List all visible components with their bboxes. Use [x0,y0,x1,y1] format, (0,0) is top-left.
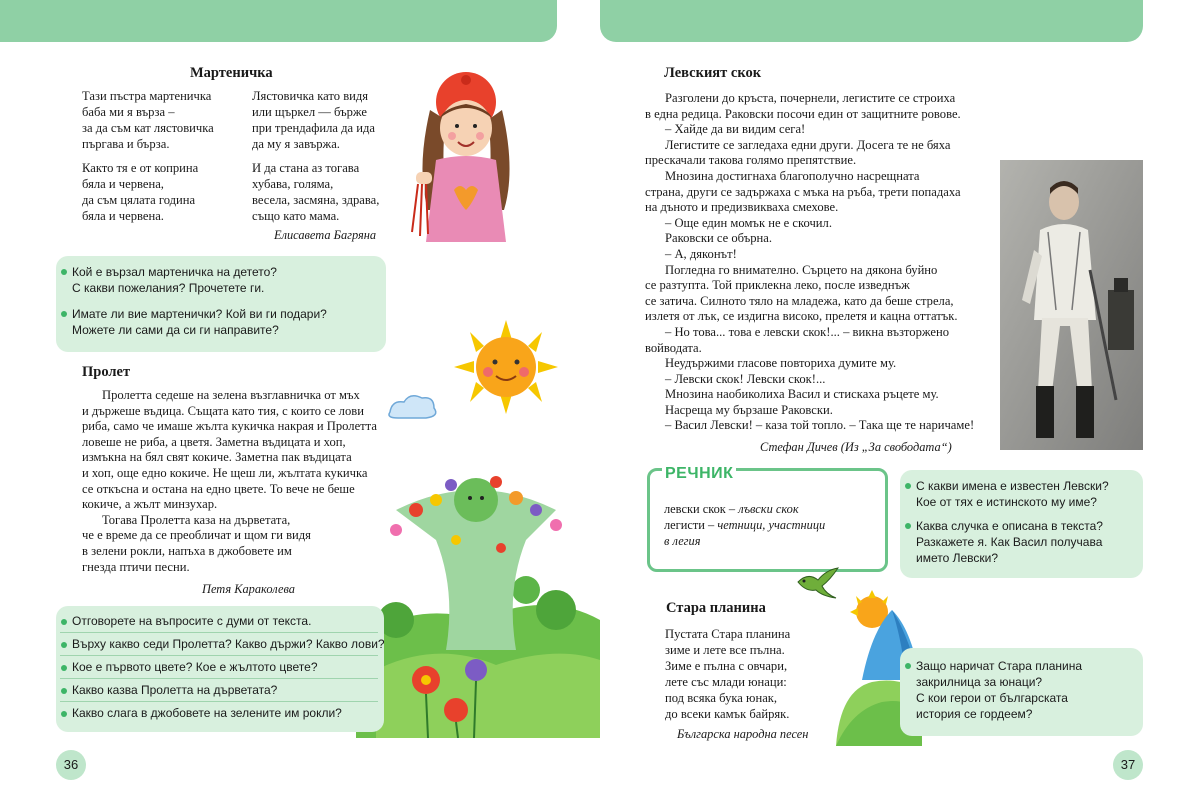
poem-title-martenichka: Мартеничка [190,65,273,81]
story-line: – Васил Левски! – каза той топло. – Така ще те наричаме! [665,418,975,433]
story-title-levski: Левският скок [664,65,762,81]
story-line: в една редица. Раковски посочи един от защитните ровове. [645,106,961,121]
question-item: Какво слага в джобовете на зелените им рокли? [60,702,378,724]
story-author: Петя Караколева [202,582,295,596]
poem-line: Лястовичка като видя [252,89,369,103]
questions-box-stara-planina [900,648,1143,736]
question-item: Върху какво седи Пролетта? Какво държи? Какво лови? [60,633,378,656]
levski-portrait-photo [1000,160,1143,450]
poem-line: за да съм кат лястовичка [82,121,214,135]
poem-column-2 [252,88,379,232]
question-item: С какви имена е известен Левски? Кое от тях е истинското му име? [904,478,1109,510]
story-line: измъкна на бял свят кокиче. Заметна пак въдицата [82,450,352,465]
story-line: – Хайде да ви видим сега! [665,122,806,137]
poem-line: лете със млади юнаци: [665,675,787,689]
question-item: Каква случка е описана в текста? Разкажете я. Как Васил получава името Левски? [904,518,1109,566]
story-line: риба, само че имаше жълта кукичка накрая и Пролетта [82,419,377,434]
story-line: на дъното и предизвикваха смехове. [645,200,839,215]
story-line: Мнозина достигнаха благополучно насрещната [665,168,920,183]
story-line: се затича. Силното тяло на младежа, като да беше стрела, [645,293,954,308]
story-line: Погледна го внимателно. Сърцето на дякона буйно [665,262,938,277]
poem-line: И да стана аз тогава [252,161,360,175]
dictionary-entries [664,501,825,549]
poem-text-stara-planina [665,626,790,722]
story-line: излетя от лък, се издигна високо, прелетя и кацна оттатък. [645,309,958,324]
sun-and-cloud-illustration [382,312,564,430]
story-line: в зелени рокли, напъха в джобовете им [82,543,292,558]
poem-title-stara-planina: Стара планина [666,600,766,616]
story-author: Стефан Дичев (Из „За свободата“) [760,440,952,454]
poem-line: също като мама. [252,209,340,223]
poem-line: да съм цялата година [82,193,196,207]
poem-line: баба ми я върза – [82,105,175,119]
dictionary-entry: в легия [664,534,701,548]
poem-line: хубава, голяма, [252,177,334,191]
story-line: – А, дяконът! [665,246,737,261]
poem-line: до всеки камък байряк. [665,707,790,721]
page-number-left: 36 [56,750,86,780]
story-line: Пролетта седеше на зелена възглавничка от мъх [102,388,360,402]
poem-line: бяла и червена, [82,177,164,191]
header-bar-left [0,0,557,42]
poem-line: весела, засмяна, здрава, [252,193,380,207]
poem-line: Зиме е пълна с овчари, [665,659,788,673]
story-line: Мнозина наобиколиха Васил и стискаха ръцете му. [665,387,939,402]
story-line: – Левски скок! Левски скок!... [665,371,826,386]
poem-line: под всяка бука юнак, [665,691,778,705]
story-text-levski [645,91,974,434]
questions-box-levski [900,470,1143,578]
story-line: страна, други се задържаха с мъка на ръба, трети попадаха [645,184,961,199]
question-item: Имате ли вие мартенички? Кой ви ги подари? Можете ли сами да си ги направите? [60,306,327,338]
story-line: Насреща му бързаше Раковски. [665,402,833,417]
spring-tree-illustration [356,470,600,738]
story-line: Неудържими гласове повториха думите му. [665,356,897,371]
story-title-prolet: Пролет [82,364,131,380]
story-line: се откъсна и остана на едно цвете. То вече не беше [82,481,355,496]
poem-author: Българска народна песен [677,727,809,741]
story-line: гнезда птичи песни. [82,559,190,574]
dictionary-title: РЕЧНИК [662,465,736,483]
questions-box-martenichka [56,256,386,352]
poem-column-1 [82,88,214,232]
story-line: Разголени до кръста, почернели, легистите се строиха [665,91,956,105]
question-item: Какво казва Пролетта на дърветата? [60,679,378,702]
story-line: Раковски се обърна. [665,231,772,246]
story-line: се разтупта. Той приклекна леко, после изведнъж [645,278,910,293]
girl-with-martenitsa-illustration [398,60,528,242]
header-bar-right [600,0,1143,42]
question-item: Кое е първото цвете? Кое е жълтото цвете? [60,656,378,679]
question-item: Кой е вързал мартеничка на детето? С какви пожелания? Прочетете ги. [60,264,327,296]
question-item: Отговорете на въпросите с думи от текста. [60,610,378,633]
dictionary-box [647,465,888,572]
poem-line: Тази пъстра мартеничка [82,89,212,103]
story-line: ловеше не риба, а цветя. Заметна въдицата и хоп, [82,434,346,449]
poem-line: бяла и червена. [82,209,164,223]
poem-line: Пустата Стара планина [665,627,791,641]
poem-line: да му я завържа. [252,137,340,151]
story-line: Тогава Пролетта каза на дърветата, [102,512,291,527]
dictionary-entry: левски скок – лъвски скок [664,502,799,516]
story-line: че е време да се преобличат и щом ги видя [82,528,311,543]
poem-line: при трендафила да ида [252,121,376,135]
poem-line: или щъркел — бърже [252,105,368,119]
poem-line: Както тя е от коприна [82,161,199,175]
story-line: и хоп, още едно кокиче. Не щеш ли, жълтата кукичка [82,465,368,480]
story-line: прескачали такова голямо препятствие. [645,153,857,168]
story-line: Легистите се загледаха едни други. Досега те не бяха [665,137,951,152]
story-line: войводата. [645,340,702,355]
story-line: – Но това... това е левски скок!... – викна възторжено [665,324,950,339]
story-line: и държеше въдица. Същата като тия, с които се лови [82,403,364,418]
questions-box-prolet [56,606,384,732]
story-line: кокиче, а жълт минзухар. [82,497,218,512]
poem-line: пъргава и бърза. [82,137,170,151]
dictionary-entry: легисти – четници, участници [664,518,826,532]
poem-author: Елисавета Багряна [274,228,377,242]
poem-line: зиме и лете все пълна. [665,643,785,657]
page-number-right: 37 [1113,750,1143,780]
story-line: – Още един момък не е скочил. [665,215,832,230]
story-text-prolet [82,388,377,575]
question-item: Защо наричат Стара планина закрилница за юнаци? С кои герои от българската история се гордеем? [904,658,1082,722]
